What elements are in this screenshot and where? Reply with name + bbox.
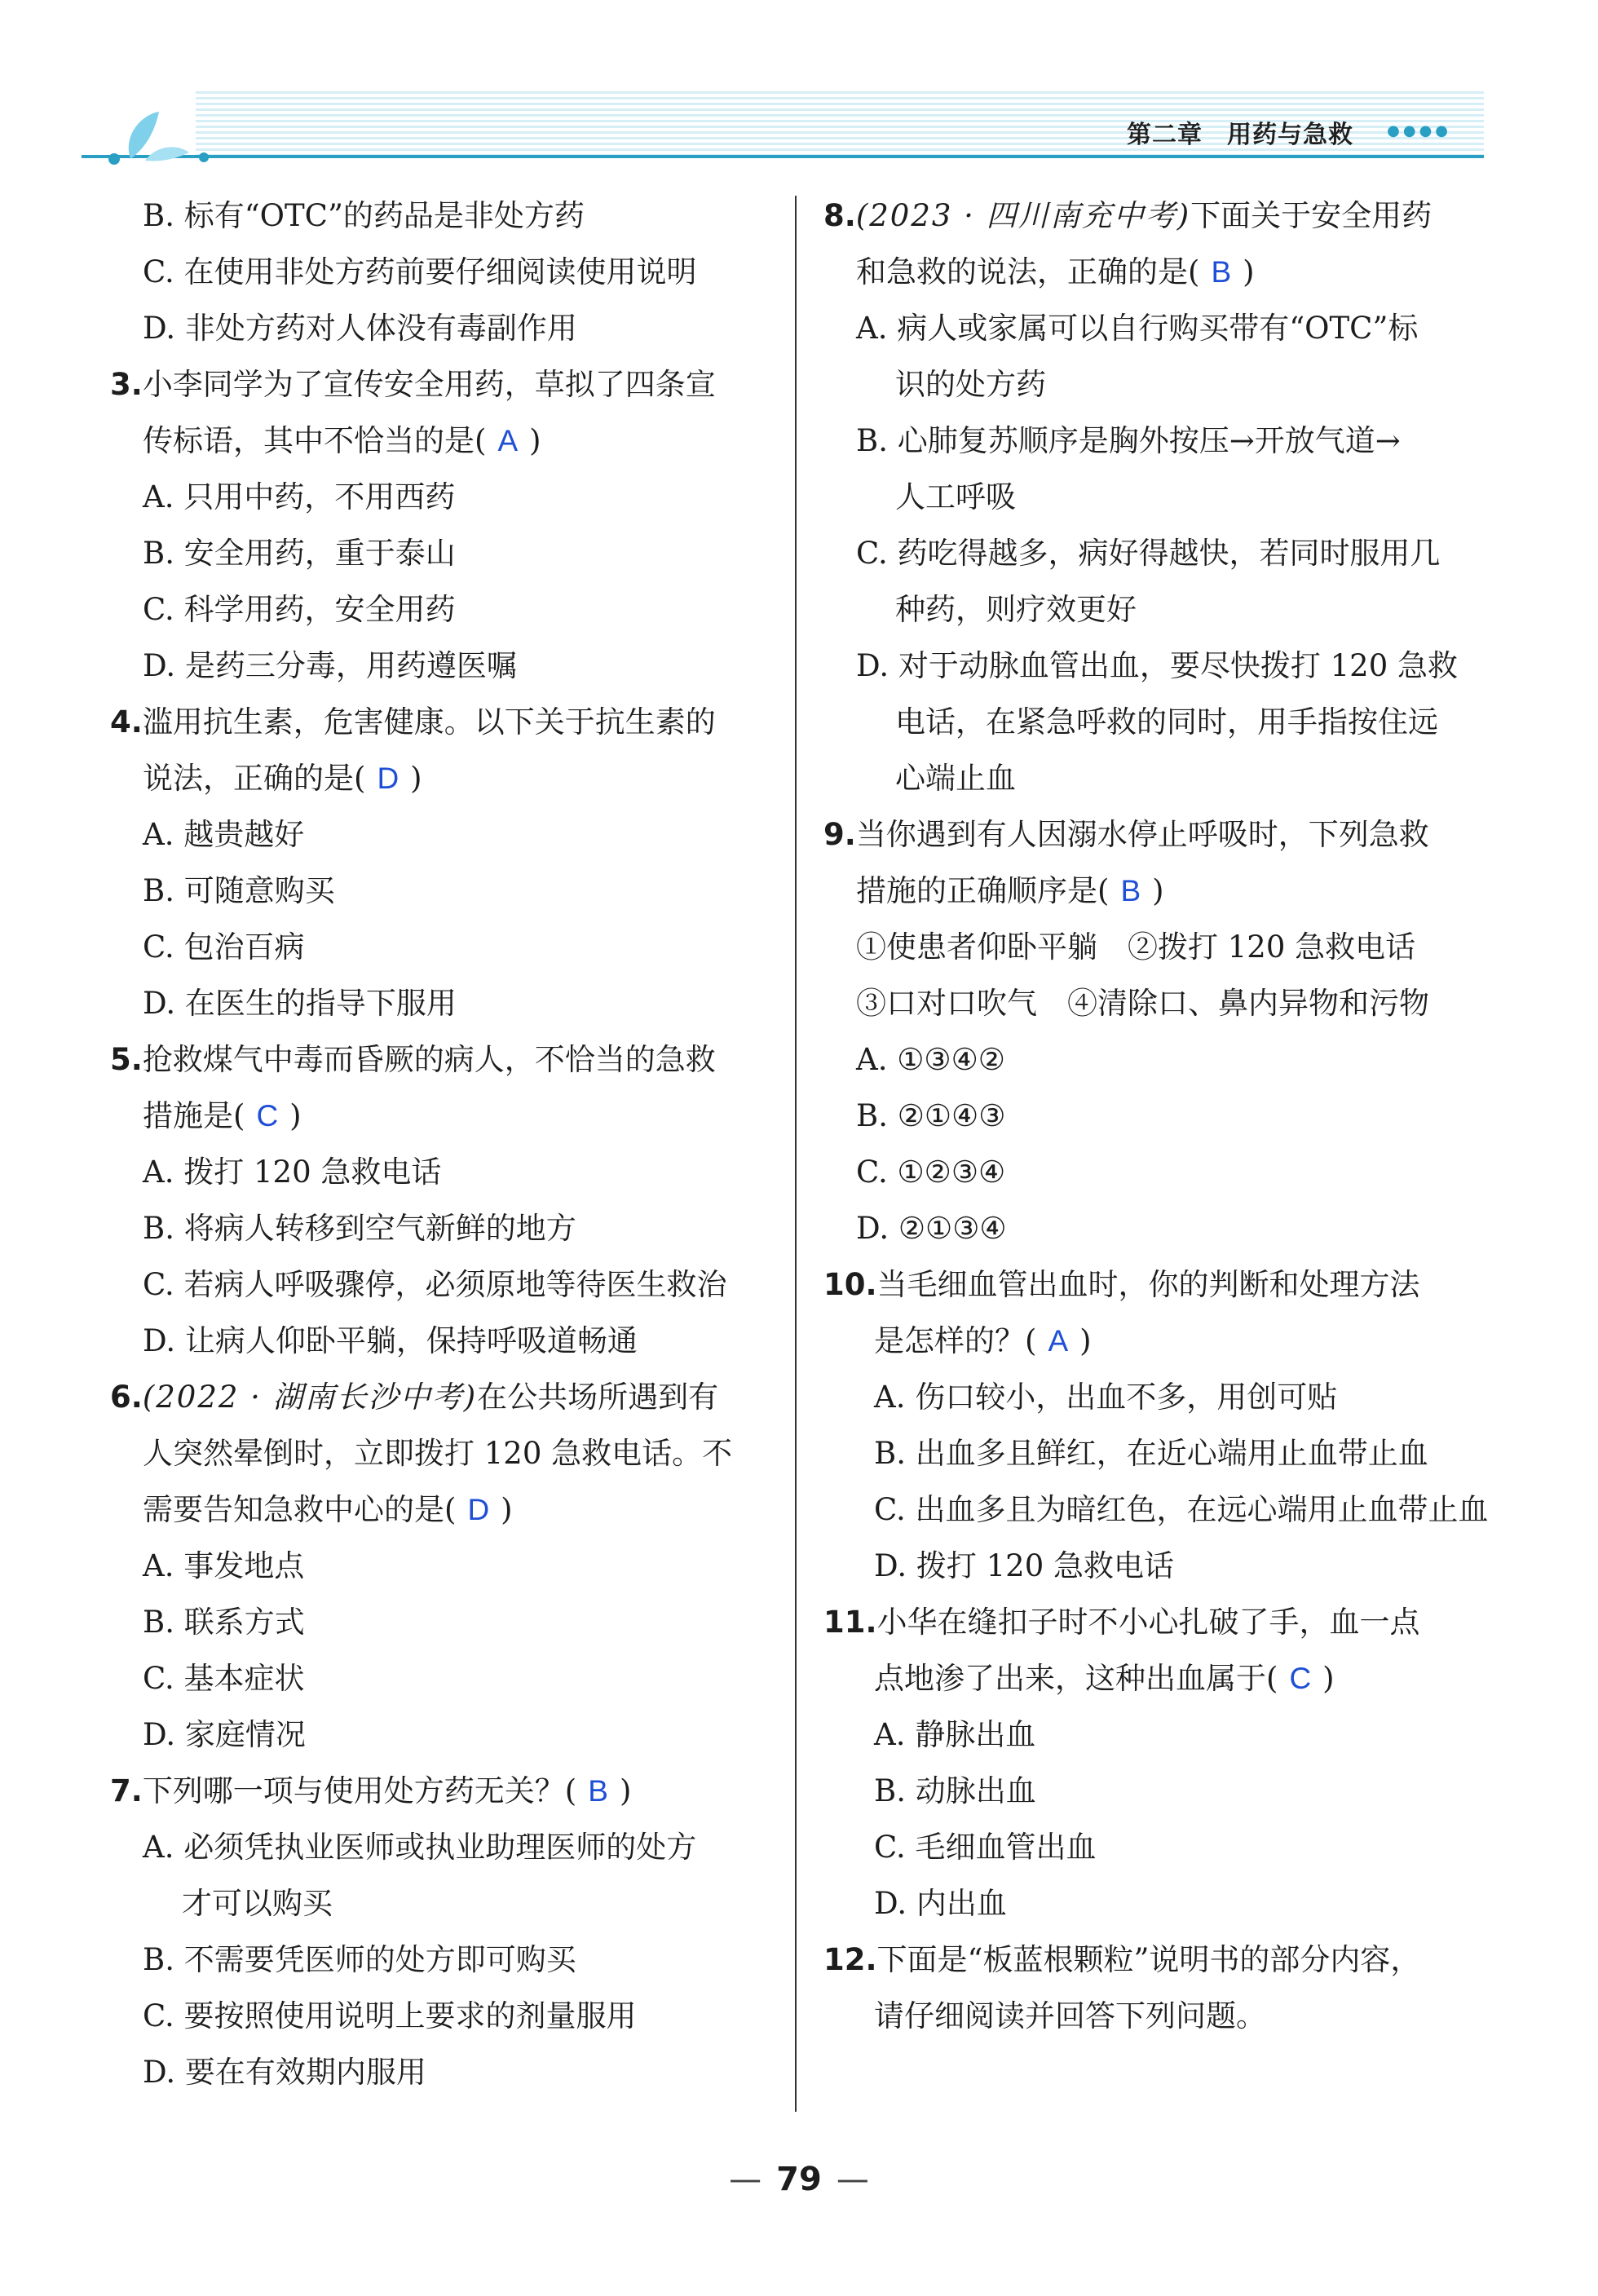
q9-paren: ) <box>1152 873 1164 908</box>
q8-text: 下面关于安全用药 <box>1190 198 1432 233</box>
footer-dash-right: — <box>836 2161 869 2198</box>
q3-text: 小李同学为了宣传安全用药，草拟了四条宣 <box>142 367 716 402</box>
q4-stem-line1 <box>110 694 779 750</box>
q7-option-a-line2: 才可以购买 <box>182 1886 333 1921</box>
q6-paren: ) <box>501 1492 513 1527</box>
q3-answer: A <box>497 424 519 457</box>
q7-stem-line1 <box>110 1763 779 1819</box>
q2-option-d: D. 非处方药对人体没有毒副作用 <box>143 311 577 346</box>
q11-paren: ) <box>1322 1661 1335 1696</box>
q7-number: 7. <box>110 1773 143 1808</box>
q11-option-c: C. 毛细血管出血 <box>874 1830 1097 1865</box>
q8-source: (2023 · 四川南充中考) <box>855 198 1191 233</box>
q3-paren: ) <box>529 423 541 458</box>
q11-stem-line2 <box>823 1650 1508 1707</box>
q6-stem-line3 <box>110 1481 779 1538</box>
q9-text: 当你遇到有人因溺水停止呼吸时，下列急救 <box>855 817 1429 852</box>
q2-option-b: B. 标有“OTC”的药品是非处方药 <box>143 198 585 233</box>
q8-stem-line1 <box>823 188 1508 244</box>
q4-answer: D <box>377 762 400 795</box>
q3-stem-line1 <box>110 356 779 413</box>
q11-answer: C <box>1289 1662 1312 1695</box>
q6-option-c: C. 基本症状 <box>143 1661 305 1696</box>
q12-number: 12. <box>823 1942 877 1977</box>
q5-option-c: C. 若病人呼吸骤停，必须原地等待医生救治 <box>143 1267 727 1302</box>
q4-number: 4. <box>110 704 143 740</box>
q9-option-a: A. ①③④② <box>856 1042 1005 1077</box>
q10-paren: ) <box>1079 1323 1092 1358</box>
q4-option-b: B. 可随意购买 <box>143 873 335 908</box>
q8-paren: ) <box>1243 254 1255 289</box>
q6-number: 6. <box>110 1380 143 1415</box>
q9-steps-line2: ③口对口吹气 ④清除口、鼻内异物和污物 <box>856 986 1429 1021</box>
q5-number: 5. <box>110 1042 143 1077</box>
q4-option-a: A. 越贵越好 <box>143 817 305 852</box>
q10-text: 当毛细血管出血时，你的判断和处理方法 <box>876 1267 1420 1302</box>
q4-text2: 说法，正确的是( <box>143 761 366 796</box>
q8-stem-line2 <box>823 244 1508 300</box>
q8-option-c-line2: 种药，则疗效更好 <box>895 592 1137 627</box>
left-column <box>110 188 779 2100</box>
q6-stem-line1 <box>110 1369 779 1425</box>
q7-option-a-line1: A. 必须凭执业医师或执业助理医师的处方 <box>143 1830 697 1865</box>
q3-option-d: D. 是药三分毒，用药遵医嘱 <box>143 648 517 683</box>
chapter-number: 第二章 <box>1127 121 1203 149</box>
column-divider <box>795 196 797 2112</box>
q9-text2: 措施的正确顺序是( <box>856 873 1110 908</box>
q6-answer: D <box>467 1493 490 1526</box>
page-footer <box>0 2161 1598 2198</box>
q11-stem-line1 <box>823 1594 1508 1650</box>
q10-option-a: A. 伤口较小，出血不多，用创可贴 <box>874 1380 1338 1415</box>
q8-option-d-line2: 电话，在紧急呼救的同时，用手指按住远 <box>895 704 1438 740</box>
q7-paren: ) <box>619 1773 632 1808</box>
q6-text3: 需要告知急救中心的是( <box>143 1492 457 1527</box>
q6-option-d: D. 家庭情况 <box>143 1717 306 1752</box>
q11-text2: 点地渗了出来，这种出血属于( <box>874 1661 1278 1696</box>
q8-option-b-line1: B. 心肺复苏顺序是胸外按压→开放气道→ <box>856 423 1401 458</box>
q6-stem-line2: 人突然晕倒时，立即拨打 120 急救电话。不 <box>143 1436 733 1471</box>
q9-option-d: D. ②①③④ <box>856 1211 1007 1246</box>
q3-option-a: A. 只用中药，不用西药 <box>143 479 456 514</box>
q5-option-a: A. 拨打 120 急救电话 <box>143 1155 442 1190</box>
q5-stem-line1 <box>110 1031 779 1088</box>
q4-stem-line2 <box>110 750 779 806</box>
leaf-logo-icon <box>98 102 220 167</box>
q7-text: 下列哪一项与使用处方药无关？( <box>142 1773 577 1808</box>
q9-steps-line1: ①使患者仰卧平躺 ②拨打 120 急救电话 <box>856 929 1416 965</box>
chapter-title <box>1127 114 1353 150</box>
q6-option-b: B. 联系方式 <box>143 1605 305 1640</box>
q10-option-b: B. 出血多且鲜红，在近心端用止血带止血 <box>874 1436 1428 1471</box>
q4-paren: ) <box>410 761 422 796</box>
q9-number: 9. <box>823 817 856 852</box>
q3-option-b: B. 安全用药，重于泰山 <box>143 536 456 571</box>
q5-option-b: B. 将病人转移到空气新鲜的地方 <box>143 1211 576 1246</box>
q9-option-b: B. ②①④③ <box>856 1098 1006 1133</box>
q11-option-b: B. 动脉出血 <box>874 1773 1036 1808</box>
q4-option-d: D. 在医生的指导下服用 <box>143 986 457 1021</box>
q11-option-a: A. 静脉出血 <box>874 1717 1036 1752</box>
q11-number: 11. <box>823 1605 877 1640</box>
q11-text: 小华在缝扣子时不小心扎破了手，血一点 <box>876 1605 1420 1640</box>
q8-option-d-line3: 心端止血 <box>895 761 1016 796</box>
q5-paren: ) <box>289 1098 302 1133</box>
q11-option-d: D. 内出血 <box>874 1886 1007 1921</box>
q10-text2: 是怎样的？( <box>874 1323 1037 1358</box>
q5-text2: 措施是( <box>143 1098 245 1133</box>
q10-option-c: C. 出血多且为暗红色，在远心端用止血带止血 <box>874 1492 1489 1527</box>
q8-option-d-line1: D. 对于动脉血管出血，要尽快拨打 120 急救 <box>856 648 1459 683</box>
q7-answer: B <box>588 1774 608 1808</box>
q8-option-a-line2: 识的处方药 <box>895 367 1046 402</box>
q8-text2: 和急救的说法，正确的是( <box>856 254 1200 289</box>
q8-option-a-line1: A. 病人或家属可以自行购买带有“OTC”标 <box>856 311 1419 346</box>
q4-option-c: C. 包治百病 <box>143 929 305 965</box>
q10-stem-line2 <box>823 1313 1508 1369</box>
q8-option-b-line2: 人工呼吸 <box>895 479 1016 514</box>
q8-answer: B <box>1211 255 1232 289</box>
q12-stem-line1 <box>823 1932 1508 1988</box>
q9-stem-line1 <box>823 806 1508 863</box>
q3-text2: 传标语，其中不恰当的是( <box>143 423 487 458</box>
q9-option-c: C. ①②③④ <box>856 1155 1006 1190</box>
page-header <box>0 0 1598 171</box>
q12-stem-line2: 请仔细阅读并回答下列问题。 <box>874 1998 1266 2033</box>
q10-option-d: D. 拨打 120 急救电话 <box>874 1548 1175 1583</box>
q3-stem-line2 <box>110 413 779 469</box>
section-title: 用药与急救 <box>1227 121 1353 149</box>
q5-text: 抢救煤气中毒而昏厥的病人，不恰当的急救 <box>142 1042 716 1077</box>
q9-stem-line2 <box>823 863 1508 919</box>
q9-answer: B <box>1120 874 1141 907</box>
q10-number: 10. <box>823 1267 877 1302</box>
q5-stem-line2 <box>110 1088 779 1144</box>
q5-answer: C <box>256 1099 279 1133</box>
q3-number: 3. <box>110 367 143 402</box>
q8-number: 8. <box>823 198 856 233</box>
q6-source: (2022 · 湖南长沙中考) <box>142 1380 478 1415</box>
q10-stem-line1 <box>823 1256 1508 1313</box>
q10-answer: A <box>1048 1324 1069 1358</box>
q7-option-c: C. 要按照使用说明上要求的剂量服用 <box>143 1998 637 2033</box>
q8-option-c-line1: C. 药吃得越多，病好得越快，若同时服用几 <box>856 536 1441 571</box>
q4-text: 滥用抗生素，危害健康。以下关于抗生素的 <box>142 704 716 740</box>
header-rule <box>82 155 1484 158</box>
page-number: 79 <box>776 2161 822 2198</box>
footer-dash-left: — <box>729 2161 762 2198</box>
q3-option-c: C. 科学用药，安全用药 <box>143 592 456 627</box>
q5-option-d: D. 让病人仰卧平躺，保持呼吸道畅通 <box>143 1323 638 1358</box>
header-dots-icon: ●●●● <box>1387 122 1451 139</box>
q7-option-d: D. 要在有效期内服用 <box>143 2055 426 2090</box>
q2-option-c: C. 在使用非处方药前要仔细阅读使用说明 <box>143 254 697 289</box>
right-column <box>823 188 1508 2044</box>
q12-text: 下面是“板蓝根颗粒”说明书的部分内容， <box>876 1942 1421 1977</box>
q6-option-a: A. 事发地点 <box>143 1548 305 1583</box>
q6-text: 在公共场所遇到有 <box>477 1380 719 1415</box>
q7-option-b: B. 不需要凭医师的处方即可购买 <box>143 1942 576 1977</box>
